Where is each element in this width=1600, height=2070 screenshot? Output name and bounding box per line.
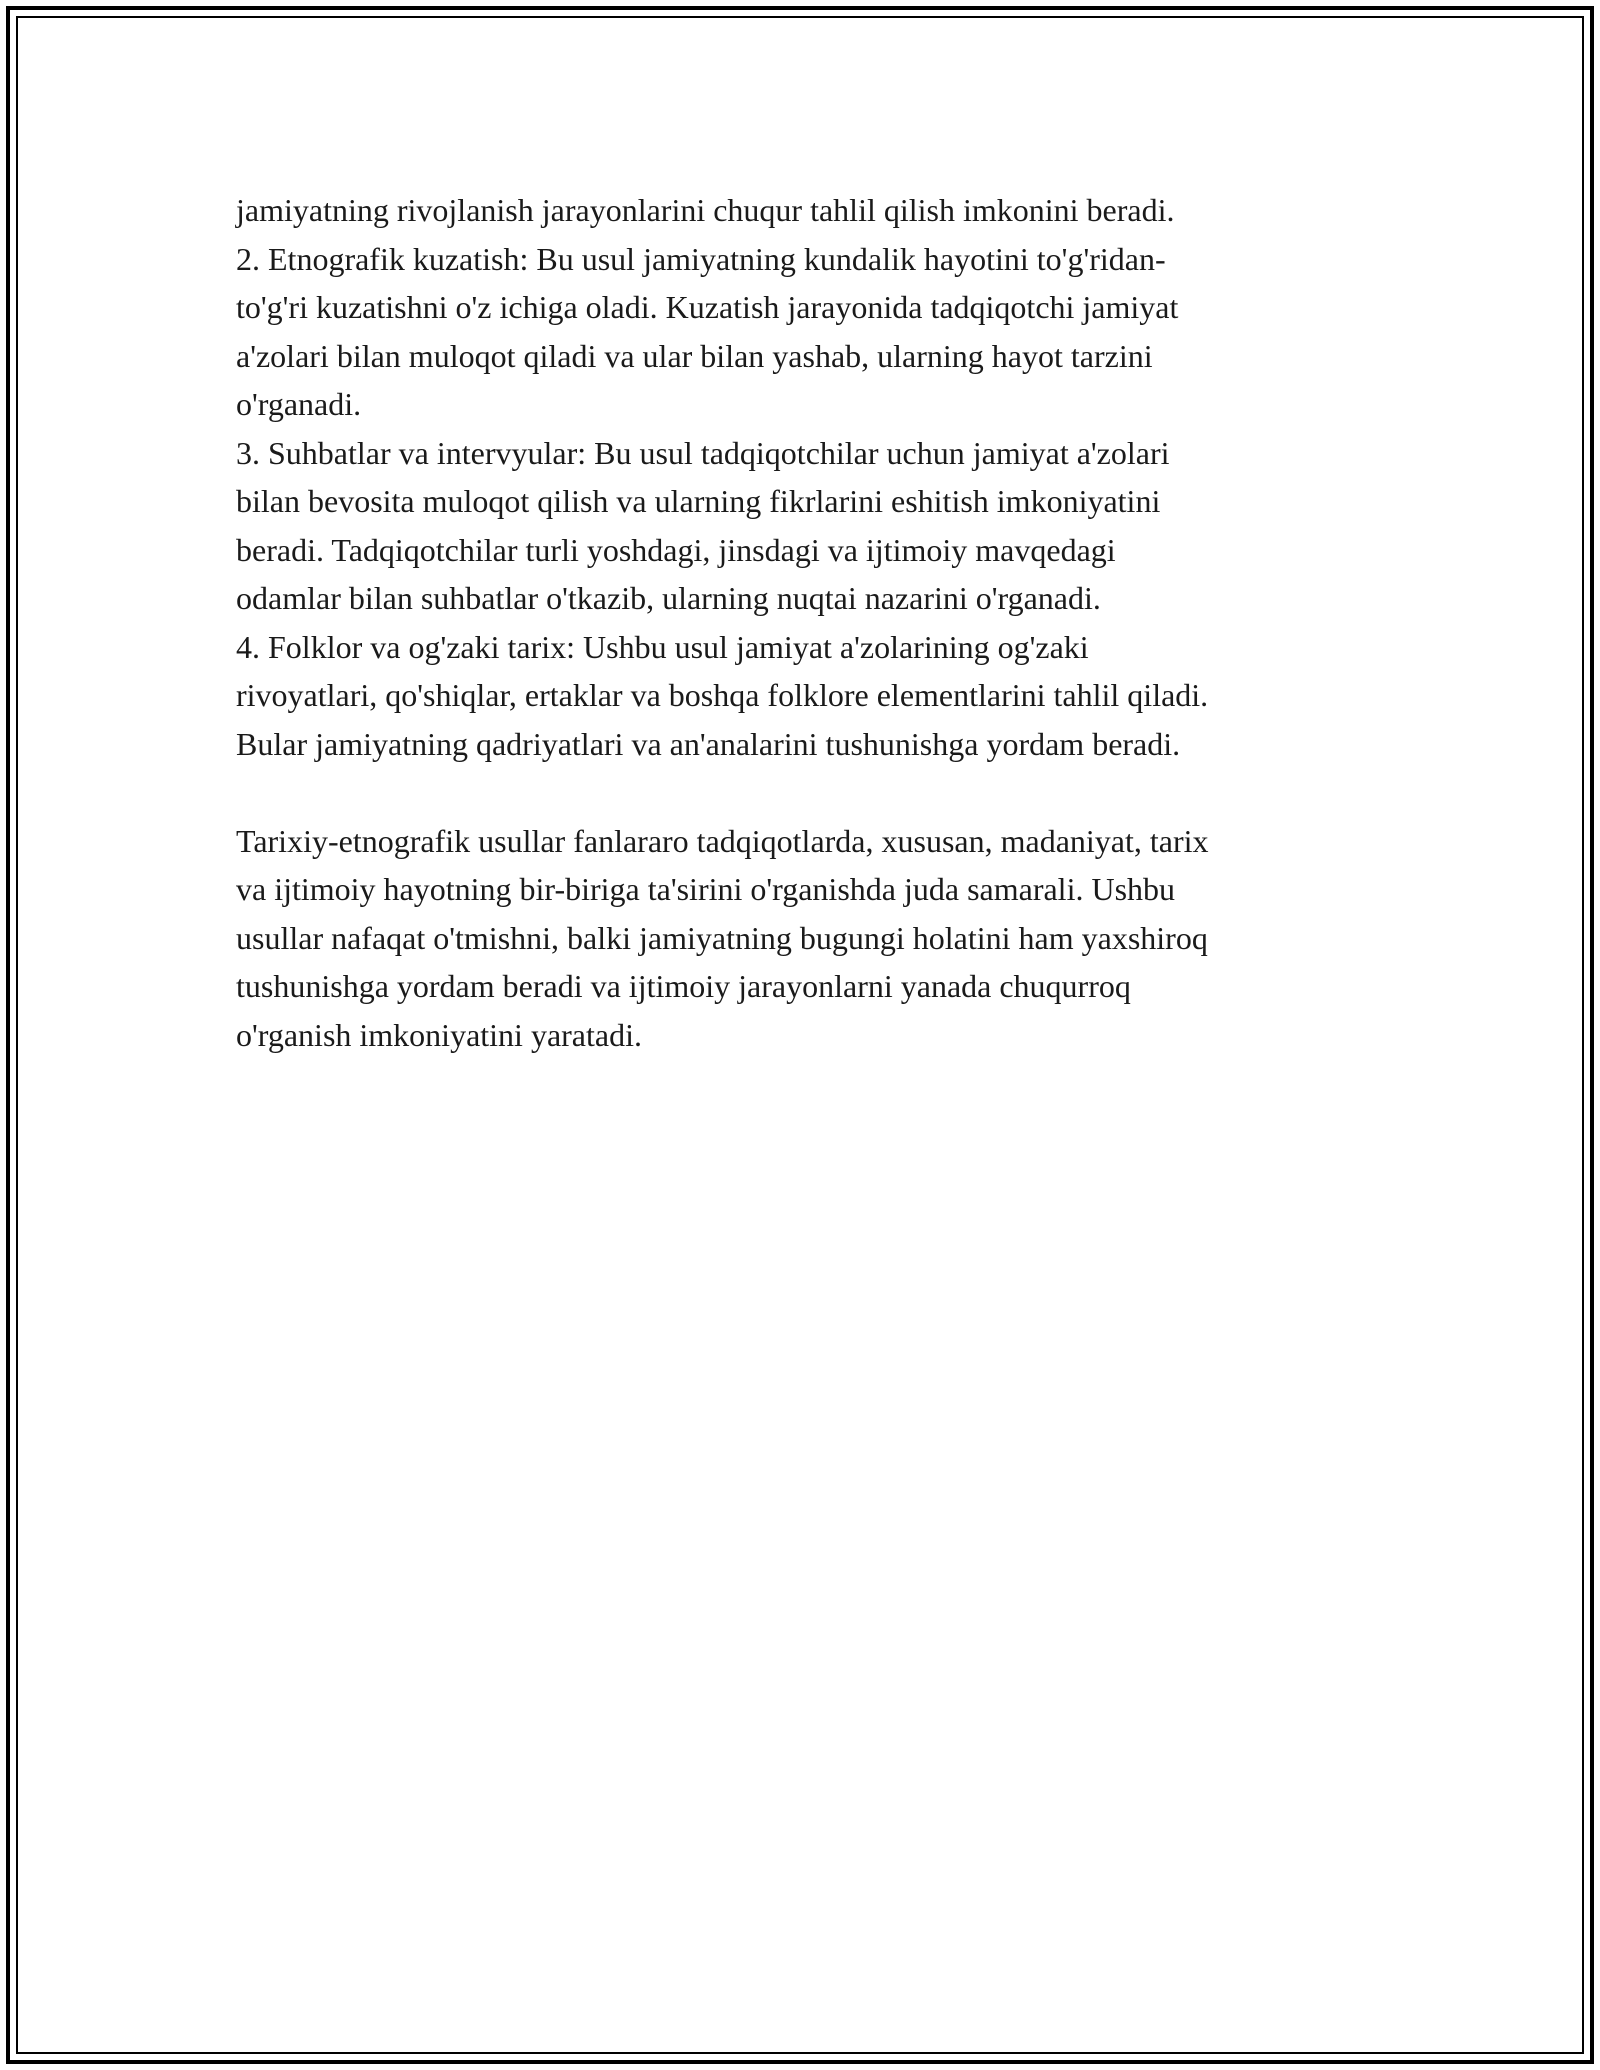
text-line: tushunishga yordam beradi va ijtimoiy jarayonlarni yanada chuqurroq [236,968,1131,1004]
paragraph-methods-list [236,186,1366,768]
text-line: a'zolari bilan muloqot qiladi va ular bilan yashab, ularning hayot tarzini [236,337,1153,374]
document-body [236,186,1366,1059]
text-line: to'g'ri kuzatishni o'z ichiga oladi. Kuzatish jarayonida tadqiqotchi jamiyat [236,289,1179,325]
text-line: 3. Suhbatlar va intervyular: Bu usul tadqiqotchilar uchun jamiyat a'zolari [236,434,1170,471]
text-line: va ijtimoiy hayotning bir-biriga ta'sirini o'rganishda juda samarali. Ushbu [236,871,1176,907]
paragraph-conclusion [236,817,1366,1060]
text-line: bilan bevosita muloqot qilish va ularning fikrlarini eshitish imkoniyatini [236,483,1161,519]
paragraph-gap [236,768,1366,817]
text-line: rivoyatlari, qo'shiqlar, ertaklar va boshqa folklore elementlarini tahlil qiladi. [236,677,1209,713]
text-line: 4. Folklor va og'zaki tarix: Ushbu usul jamiyat a'zolarining og'zaki [236,628,1089,665]
text-line: beradi. Tadqiqotchilar turli yoshdagi, jinsdagi va ijtimoiy mavqedagi [236,531,1116,568]
text-line: 2. Etnografik kuzatish: Bu usul jamiyatning kundalik hayotini to'g'ridan- [236,240,1166,277]
text-line: o'rganadi. [236,386,362,422]
text-line: jamiyatning rivojlanish jarayonlarini chuqur tahlil qilish imkonini beradi. [236,192,1175,228]
text-line: Bular jamiyatning qadriyatlari va an'analarini tushunishga yordam beradi. [236,725,1181,762]
text-line: odamlar bilan suhbatlar o'tkazib, ularning nuqtai nazarini o'rganadi. [236,580,1101,616]
text-line: Tarixiy-etnografik usullar fanlararo tadqiqotlarda, xususan, madaniyat, tarix [236,822,1209,859]
text-line: o'rganish imkoniyatini yaratadi. [236,1016,642,1053]
text-line: usullar nafaqat o'tmishni, balki jamiyatning bugungi holatini ham yaxshiroq [236,919,1208,956]
